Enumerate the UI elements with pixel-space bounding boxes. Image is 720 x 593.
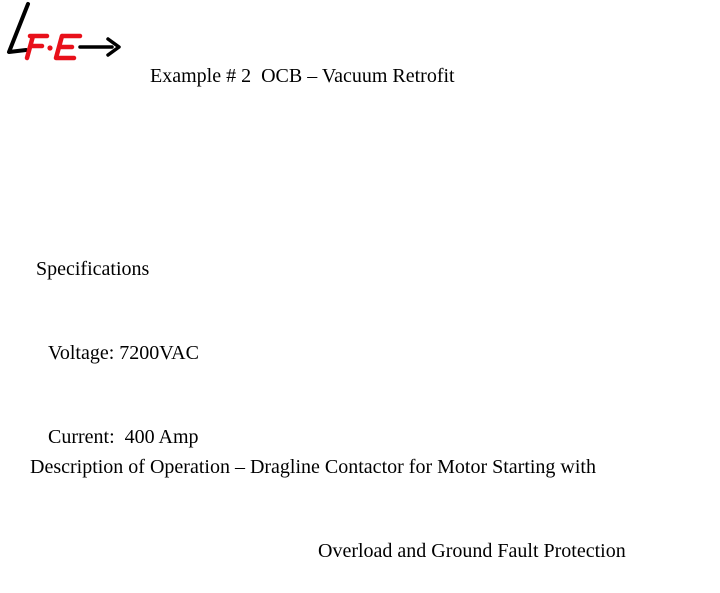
- slide-title: Example # 2 OCB – Vacuum Retrofit: [150, 65, 455, 87]
- description-block: [30, 397, 626, 593]
- description-line-1: Description of Operation – Dragline Contactor for Motor Starting with: [30, 456, 596, 478]
- voltage-spec: Voltage: 7200VAC: [48, 342, 199, 364]
- company-logo: [0, 0, 130, 70]
- current-spec: Current: 400 Amp: [48, 426, 199, 448]
- specifications-heading: Specifications: [36, 258, 150, 280]
- description-line-2: Overload and Ground Fault Protection: [318, 540, 626, 562]
- logo-mark-icon: [0, 0, 130, 70]
